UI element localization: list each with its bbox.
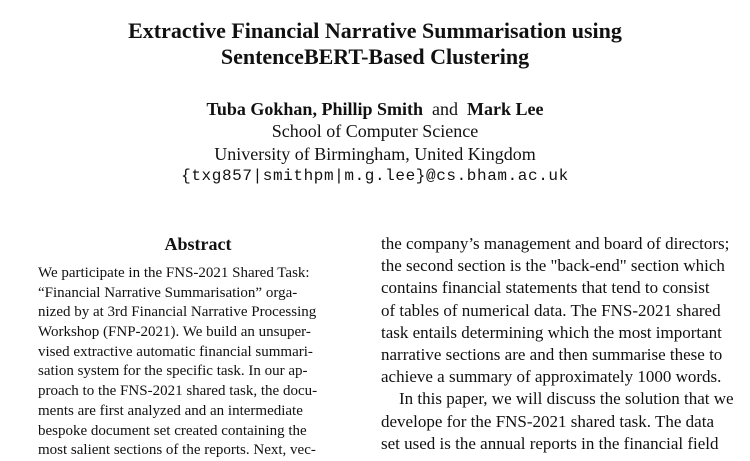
- body-line: achieve a summary of approximately 1000 words.: [381, 367, 722, 387]
- author-conjunction: and: [431, 99, 458, 119]
- abstract-line: sation system for the specific task. In our ap-: [38, 363, 308, 380]
- paper-title-line-2: SentenceBERT-Based Clustering: [220, 44, 530, 69]
- paper-title: [0, 18, 750, 70]
- abstract-line: “Financial Narrative Summarisation” orga-: [38, 284, 298, 301]
- body-line: the company’s management and board of directors;: [381, 234, 730, 253]
- body-line: develope for the FNS-2021 shared task. The data: [381, 411, 714, 431]
- paper-title-line-1: Extractive Financial Narrative Summarisation using: [128, 18, 622, 43]
- abstract-line: We participate in the FNS-2021 Shared Task:: [38, 265, 310, 281]
- abstract-body: [38, 264, 358, 461]
- body-line: narrative sections are and then summarise these to: [381, 344, 723, 364]
- body-line: In this paper, we will discuss the solution that we: [399, 389, 734, 409]
- intro-body: [381, 233, 734, 455]
- affiliation-university: University of Birmingham, United Kingdom: [214, 144, 536, 164]
- body-line: set used is the annual reports in the financial field: [381, 433, 719, 453]
- author-2: Phillip Smith: [321, 99, 423, 119]
- body-line: the second section is the "back-end" section which: [381, 256, 725, 276]
- abstract-line: nized by at 3rd Financial Narrative Processing: [38, 304, 317, 321]
- body-line: task entails determining which the most important: [381, 322, 722, 342]
- author-1: Tuba Gokhan,: [206, 99, 317, 119]
- abstract-line: proach to the FNS-2021 shared task, the docu-: [38, 383, 318, 400]
- author-emails: {txg857|smithpm|m.g.lee}@cs.bham.ac.uk: [181, 167, 569, 185]
- body-line: of tables of numerical data. The FNS-2021 shared: [381, 300, 721, 320]
- abstract-line: Workshop (FNP-2021). We build an unsuper-: [38, 324, 311, 341]
- abstract-line: bespoke document set created containing the: [38, 422, 307, 439]
- author-3: Mark Lee: [466, 99, 544, 119]
- affiliation-department: School of Computer Science: [271, 121, 479, 141]
- abstract-line: most salient sections of the reports. Next, vec-: [38, 442, 316, 459]
- abstract-heading: Abstract: [164, 234, 232, 254]
- abstract-line: vised extractive automatic financial summari-: [38, 343, 313, 360]
- abstract-line: ments are first analyzed and an intermediate: [38, 402, 303, 419]
- author-list: [0, 98, 750, 120]
- body-line: contains financial statements that tend to consist: [381, 278, 710, 298]
